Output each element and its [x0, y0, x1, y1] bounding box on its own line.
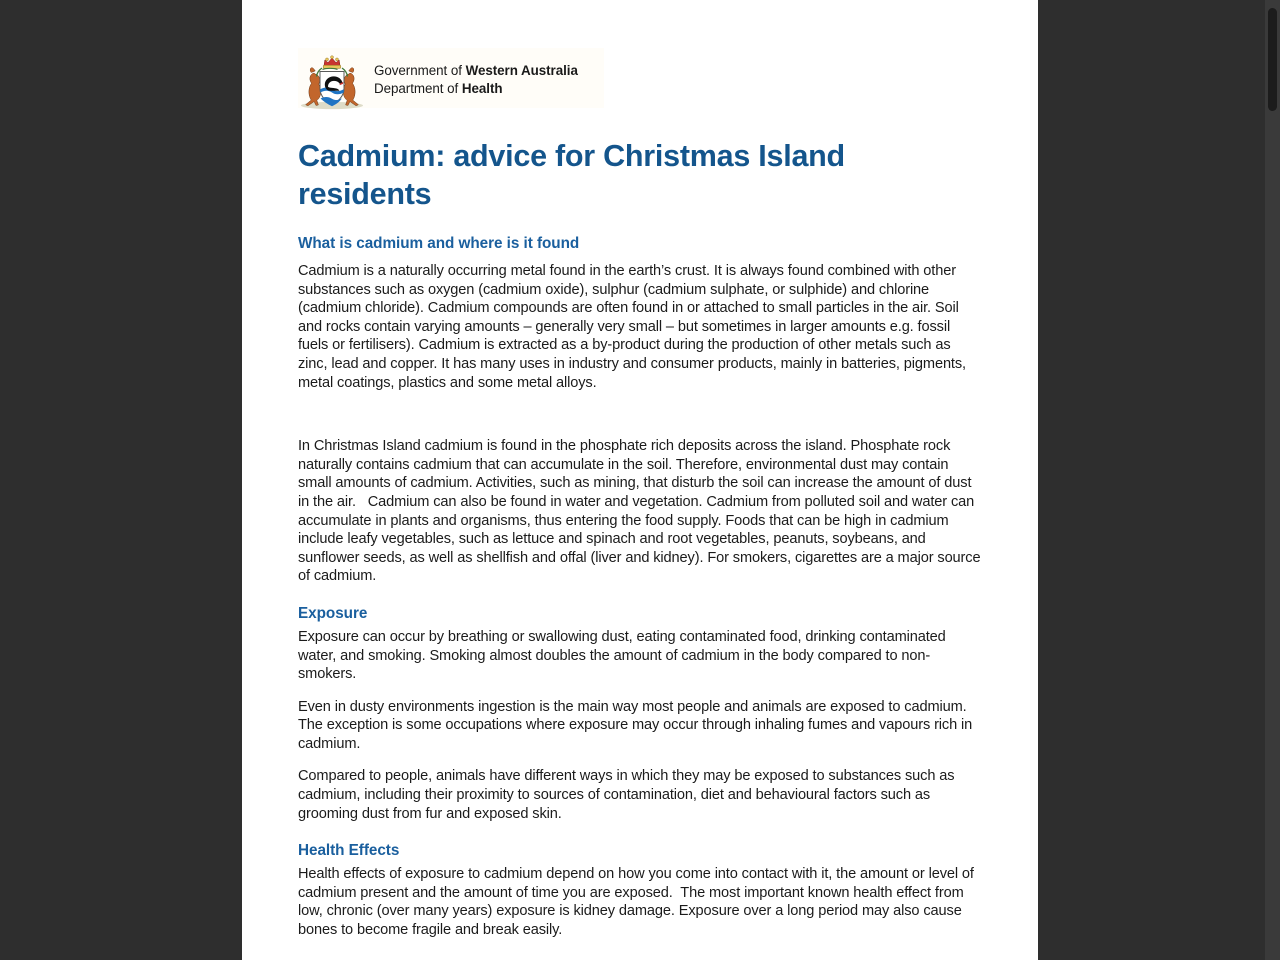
scrollbar-thumb[interactable]	[1268, 8, 1277, 111]
wa-coat-of-arms-icon	[298, 52, 366, 110]
masthead-line-department	[374, 80, 578, 98]
paragraph: Even in dusty environments ingestion is the main way most people and animals are exposed to cadmium. The exception is some occupations where exposure may occur through inhaling fumes and vapours rich in cadmium.	[298, 698, 977, 752]
document-content	[242, 0, 1038, 940]
masthead-line-government	[374, 62, 578, 80]
section-heading-what-is-cadmium: What is cadmium and where is it found	[298, 235, 580, 252]
paragraph: Cadmium is a naturally occurring metal found in the earth’s crust. It is always found combined with other substances such as oxygen (cadmium oxide), sulphur (cadmium sulphate, or sulphide) and chlorine (cadmium chloride). Cadmium compounds are often found in or attached to small particles in the air. Soil and rocks contain varying amounts – generally very small – but sometimes in larger amounts e.g. fossil fuels or fertilisers). Cadmium is extracted as a by-product during the production of other metals such as zinc, lead and copper. It has many uses in industry and consumer products, mainly in batteries, pigments, metal coatings, plastics and some metal alloys.	[298, 263, 970, 391]
paragraph: Health effects of exposure to cadmium depend on how you come into contact with it, the amount or level of cadmium present and the amount of time you are exposed. The most important known health effect from low, chronic (over many years) exposure is kidney damage. Exposure over a long period may also cause bones to become fragile and break easily.	[298, 866, 978, 939]
masthead-health: Health	[461, 80, 503, 96]
section-heading-health-effects: Health Effects	[298, 842, 400, 860]
page-title: Cadmium: advice for Christmas Island residents	[298, 139, 845, 211]
section-heading-exposure: Exposure	[298, 604, 368, 622]
masthead	[298, 52, 982, 112]
paragraph: Compared to people, animals have different ways in which they may be exposed to substances such as cadmium, including their proximity to sources of contamination, diet and behavioural factors such as grooming dust from fur and exposed skin.	[298, 768, 959, 822]
masthead-text	[374, 62, 578, 97]
paragraph: Exposure can occur by breathing or swallowing dust, eating contaminated food, drinking contaminated water, and smoking. Smoking almost doubles the amount of cadmium in the body compared to non-smokers.	[298, 628, 950, 683]
paragraph: In Christmas Island cadmium is found in the phosphate rich deposits across the island. Phosphate rock naturally contains cadmium that can accumulate in the soil. Therefore, environmental dust may contain small amounts of cadmium. Activities, such as mining, that disturb the soil can increase the amount of dust in the air. Cadmium can also be found in water and vegetation. Cadmium from polluted soil and water can accumulate in plants and organisms, thus entering the food supply. Foods that can be high in cadmium include leafy vegetables, such as lettuce and spinach and root vegetables, peanuts, soybeans, and sunflower seeds, as well as shellfish and offal (liver and kidney). For smokers, cigarettes are a major source of cadmium.	[298, 438, 985, 585]
masthead-government-prefix: Government of	[374, 63, 466, 78]
vertical-scrollbar[interactable]	[1265, 0, 1280, 960]
document-page	[242, 0, 1038, 960]
masthead-department-prefix: Department of	[374, 80, 462, 96]
masthead-western-australia: Western Australia	[465, 63, 578, 78]
